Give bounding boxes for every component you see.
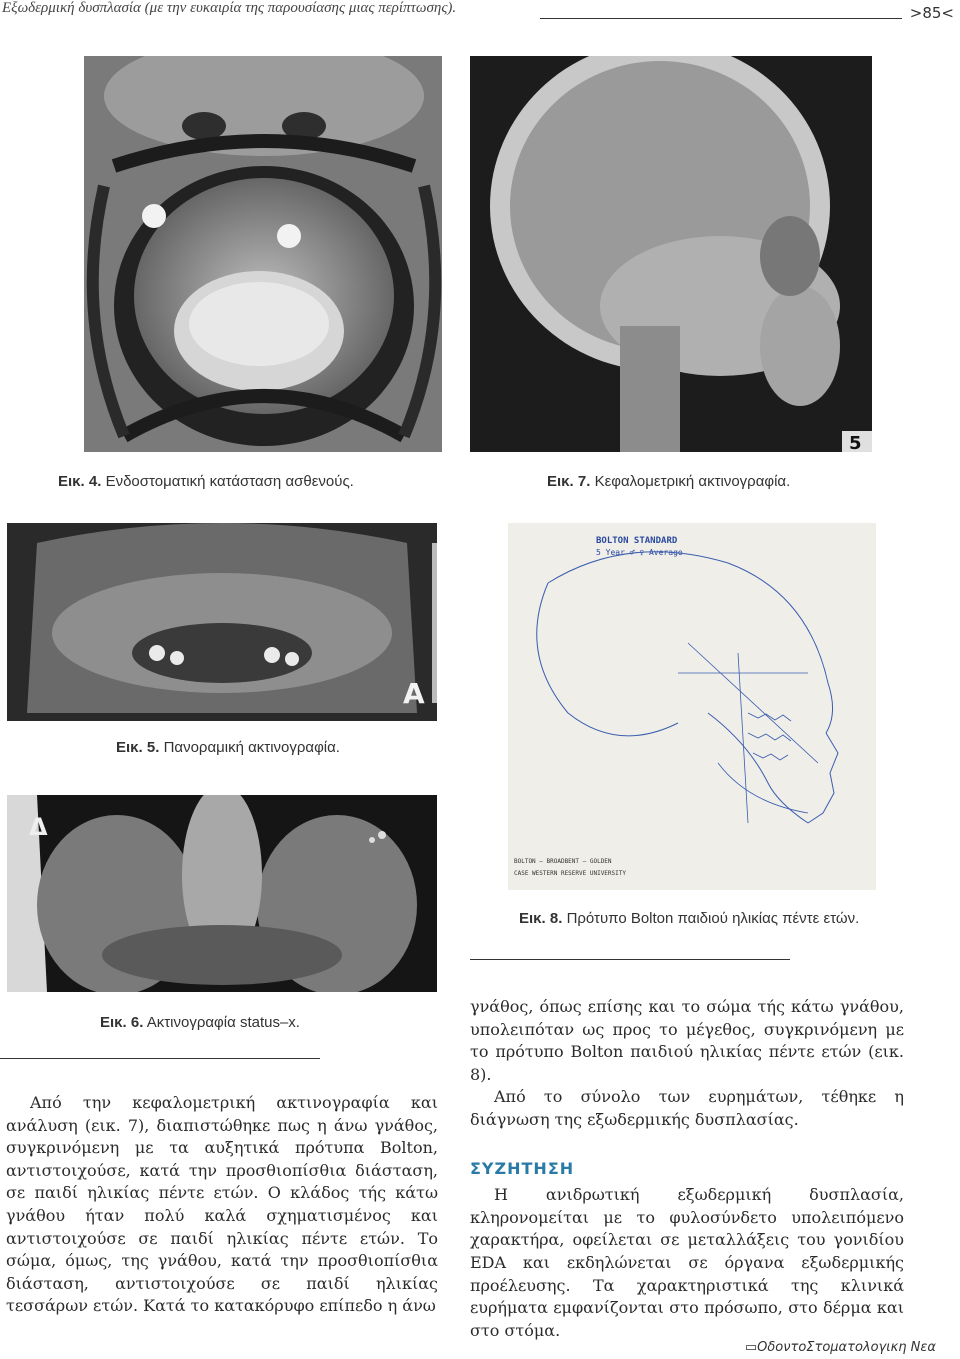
- figure-4-label: Εικ. 4.: [58, 473, 102, 490]
- figure-4-caption: [58, 473, 354, 490]
- figure-6-label: Εικ. 6.: [100, 1014, 144, 1031]
- right-body-paragraph-1: γνάθος, όπως επίσης και το σώμα τής κάτω γνάθου, υπολειπόταν ως προς το μέγεθος, συγκρινόμενη με το πρότυπο Bolton παιδιού ηλικίας πέντε ετών (εικ. 8).: [470, 997, 904, 1084]
- right-body-column: [470, 996, 904, 1342]
- figure-8-caption: [519, 910, 859, 927]
- section-heading-discussion: ΣΥΖΗΤΗΣΗ: [470, 1158, 575, 1178]
- header-rule: [540, 18, 902, 19]
- figure-7-text: Κεφαλομετρική ακτινογραφία.: [594, 473, 791, 490]
- page-number: >85<: [909, 4, 954, 22]
- bolton-footer-2: CASE WESTERN RESERVE UNIVERSITY: [514, 870, 626, 877]
- running-header-title: Εξωδερμική δυσπλασία (με την ευκαιρία της παρουσίασης μιας περίπτωσης).: [2, 0, 457, 16]
- figure-5-text: Πανοραμική ακτινογραφία.: [163, 739, 340, 756]
- status-marker: Δ: [29, 813, 48, 841]
- left-section-rule: [0, 1058, 320, 1059]
- left-body-column: [6, 1092, 438, 1318]
- figure-8-label: Εικ. 8.: [519, 910, 563, 927]
- figure-7-label: Εικ. 7.: [547, 473, 591, 490]
- bolton-footer-1: BOLTON – BROADBENT – GOLDEN: [514, 858, 612, 865]
- figure-5-label: Εικ. 5.: [116, 739, 160, 756]
- figure-7-caption: [547, 473, 790, 490]
- figure-5-panoramic-xray: [7, 523, 437, 721]
- bolton-title: BOLTON STANDARD: [596, 536, 678, 546]
- figure-8-bolton-tracing: [508, 523, 876, 890]
- figure-6-status-x-xray: [7, 795, 437, 992]
- left-body-paragraph: Από την κεφαλομετρική ακτινογραφία και ανάλυση (εικ. 7), διαπιστώθηκε πως η άνω γνάθος, συγκρινόμενη με τα αυξητικά πρότυπα Bolton, αντιστοιχούσε, κατά την προσθιοπίσθια διάσταση, σε παιδί ηλικίας πέντε ετών. Ο κλάδος τής κάτω γνάθου ήταν πολύ καλά σχηματισμένος και αντιστοιχούσε σε παιδί ηλικίας πέντε ετών. Το σώμα, όμως, της γνάθου, κατά την προσθιοπίσθια διάσταση, αντιστοιχούσε σε παιδί ηλικίας τεσσάρων ετών. Κατά το κατακόρυφο επίπεδο η άνω: [6, 1093, 438, 1316]
- right-section-rule: [470, 959, 790, 960]
- figure-6-text: Ακτινογραφία status–x.: [146, 1014, 300, 1031]
- right-body-paragraph-2: Από το σύνολο των ευρημάτων, τέθηκε η διάγνωση της εξωδερμικής δυσπλασίας.: [470, 1087, 904, 1129]
- xray7-marker: 5: [849, 433, 862, 452]
- right-body-paragraph-3: Η ανιδρωτική εξωδερμική δυσπλασία, κληρονομείται με το φυλοσύνδετο υπολειπόμενο χαρακτήρα, οφείλεται σε μεταλλάξεις του γονιδίου EDA και εκδηλώνεται σε όργανα εξωδερμικής προέλευσης. Τα χαρακτηριστικά της κλινικά ευρήματα εμφανίζονται στο πρόσωπο, στο δέρμα και στο στόμα.: [470, 1185, 904, 1340]
- journal-name-footer: ▭ΟδοντοΣτοματολογικη Νεα: [744, 1340, 936, 1355]
- figure-8-text: Πρότυπο Bolton παιδιού ηλικίας πέντε ετών.: [566, 910, 860, 927]
- pano-marker: A: [403, 677, 425, 710]
- figure-5-caption: [116, 739, 340, 756]
- figure-6-caption: [100, 1014, 300, 1031]
- figure-4-intraoral-photo: [84, 56, 442, 452]
- figure-4-text: Ενδοστοματική κατάσταση ασθενούς.: [105, 473, 354, 490]
- figure-7-cephalometric-xray: [470, 56, 872, 452]
- bolton-subtitle: 5 Year ♂-♀ Average: [596, 548, 683, 557]
